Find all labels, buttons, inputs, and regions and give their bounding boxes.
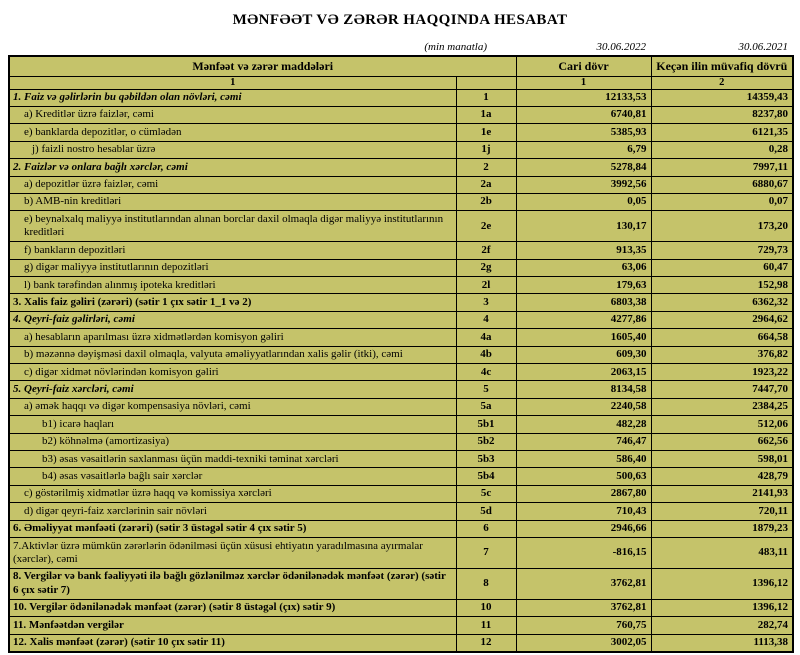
- row-label: b1) icarə haqları: [9, 416, 456, 433]
- current-period-date: 30.06.2022: [596, 41, 646, 53]
- row-current-value: 1605,40: [516, 329, 651, 346]
- row-code: 2: [456, 159, 516, 176]
- row-label: c) digər xidmət növlərindən komisyon gəliri: [9, 364, 456, 381]
- row-label: e) beynəlxalq maliyyə institutlarından alınan borclar daxil olmaqla digər maliyyə institutlarının kreditləri: [9, 211, 456, 242]
- colno-previous: 2: [651, 77, 793, 90]
- row-current-value: 2240,58: [516, 398, 651, 415]
- row-current-value: -816,15: [516, 538, 651, 569]
- row-previous-value: 483,11: [651, 538, 793, 569]
- row-code: 5b2: [456, 433, 516, 450]
- row-code: 1j: [456, 141, 516, 158]
- row-label: 4. Qeyri-faiz gəlirləri, cəmi: [9, 311, 456, 328]
- row-code: 2f: [456, 242, 516, 259]
- table-row: [9, 89, 793, 106]
- row-current-value: 746,47: [516, 433, 651, 450]
- row-current-value: 913,35: [516, 242, 651, 259]
- row-code: 4: [456, 311, 516, 328]
- row-label: 2. Faizlər və onlara bağlı xərclər, cəmi: [9, 159, 456, 176]
- row-code: 4b: [456, 346, 516, 363]
- row-label: a) Kreditlər üzrə faizlər, cəmi: [9, 106, 456, 123]
- row-label: 12. Xalis mənfəət (zərər) (sətir 10 çıx sətir 11): [9, 634, 456, 652]
- row-code: 2a: [456, 176, 516, 193]
- row-label: 11. Mənfəətdən vergilər: [9, 617, 456, 634]
- table-row: [9, 106, 793, 123]
- colno-current: 1: [516, 77, 651, 90]
- row-current-value: 2946,66: [516, 520, 651, 537]
- row-current-value: 5278,84: [516, 159, 651, 176]
- row-previous-value: 720,11: [651, 503, 793, 520]
- row-code: 5b3: [456, 451, 516, 468]
- row-previous-value: 2141,93: [651, 485, 793, 502]
- row-code: 5d: [456, 503, 516, 520]
- table-row: [9, 599, 793, 616]
- table-row: [9, 468, 793, 485]
- row-code: 7: [456, 538, 516, 569]
- row-current-value: 586,40: [516, 451, 651, 468]
- row-previous-value: 2964,62: [651, 311, 793, 328]
- row-label: a) hesabların aparılması üzrə xidmətlərdən komisyon gəliri: [9, 329, 456, 346]
- row-code: 11: [456, 617, 516, 634]
- table-row: [9, 381, 793, 398]
- meta-row: [8, 41, 792, 53]
- row-code: 5b1: [456, 416, 516, 433]
- row-current-value: 3002,05: [516, 634, 651, 652]
- row-label: 6. Əməliyyat mənfəəti (zərəri) (sətir 3 üstəgəl sətir 4 çıx sətir 5): [9, 520, 456, 537]
- row-current-value: 8134,58: [516, 381, 651, 398]
- row-previous-value: 6880,67: [651, 176, 793, 193]
- table-row: [9, 294, 793, 311]
- row-label: c) göstərilmiş xidmətlər üzrə haqq və komissiya xərcləri: [9, 485, 456, 502]
- row-code: 3: [456, 294, 516, 311]
- row-code: 2e: [456, 211, 516, 242]
- table-row: [9, 538, 793, 569]
- table-row: [9, 329, 793, 346]
- row-label: d) digər qeyri-faiz xərclərinin sair növləri: [9, 503, 456, 520]
- table-row: [9, 259, 793, 276]
- table-row: [9, 503, 793, 520]
- row-previous-value: 729,73: [651, 242, 793, 259]
- row-code: 2b: [456, 193, 516, 210]
- row-current-value: 12133,53: [516, 89, 651, 106]
- table-row: [9, 617, 793, 634]
- row-previous-value: 376,82: [651, 346, 793, 363]
- row-label: 8. Vergilər və bank fəaliyyəti ilə bağlı gözlənilməz xərclər ödənilənədək mənfəət (zərər) (sətir 6 çıx sətir 7): [9, 568, 456, 599]
- table-row: [9, 568, 793, 599]
- row-previous-value: 1396,12: [651, 599, 793, 616]
- row-code: 12: [456, 634, 516, 652]
- row-label: b4) əsas vəsaitlərlə bağlı sair xərclər: [9, 468, 456, 485]
- table-row: [9, 159, 793, 176]
- table-row: [9, 124, 793, 141]
- row-label: a) əmək haqqı və digər kompensasiya növləri, cəmi: [9, 398, 456, 415]
- row-code: 10: [456, 599, 516, 616]
- row-code: 2l: [456, 277, 516, 294]
- row-label: 10. Vergilər ödənilənədək mənfəət (zərər) (sətir 8 üstəgəl (çıx) sətir 9): [9, 599, 456, 616]
- row-current-value: 6803,38: [516, 294, 651, 311]
- row-previous-value: 0,28: [651, 141, 793, 158]
- row-current-value: 3762,81: [516, 599, 651, 616]
- profit-loss-table: [8, 55, 794, 653]
- colno-items: 1: [9, 77, 456, 90]
- row-current-value: 179,63: [516, 277, 651, 294]
- row-code: 1: [456, 89, 516, 106]
- row-previous-value: 662,56: [651, 433, 793, 450]
- row-previous-value: 8237,80: [651, 106, 793, 123]
- table-row: [9, 416, 793, 433]
- table-row: [9, 451, 793, 468]
- row-previous-value: 173,20: [651, 211, 793, 242]
- table-row: [9, 311, 793, 328]
- row-previous-value: 598,01: [651, 451, 793, 468]
- row-previous-value: 664,58: [651, 329, 793, 346]
- row-label: e) banklarda depozitlər, o cümlədən: [9, 124, 456, 141]
- row-label: 1. Faiz və gəlirlərin bu qəbildən olan növləri, cəmi: [9, 89, 456, 106]
- row-current-value: 482,28: [516, 416, 651, 433]
- row-previous-value: 1879,23: [651, 520, 793, 537]
- row-previous-value: 6362,32: [651, 294, 793, 311]
- row-previous-value: 1396,12: [651, 568, 793, 599]
- table-row: [9, 520, 793, 537]
- table-row: [9, 433, 793, 450]
- row-label: g) digər maliyyə institutlarının depozitləri: [9, 259, 456, 276]
- table-row: [9, 277, 793, 294]
- row-code: 8: [456, 568, 516, 599]
- row-previous-value: 7447,70: [651, 381, 793, 398]
- row-label: b2) köhnəlmə (amortizasiya): [9, 433, 456, 450]
- header-current-period: Cari dövr: [516, 56, 651, 77]
- header-items-label: Mənfəət və zərər maddələri: [9, 56, 516, 77]
- table-row: [9, 141, 793, 158]
- colno-code: [456, 77, 516, 90]
- row-code: 5b4: [456, 468, 516, 485]
- row-previous-value: 6121,35: [651, 124, 793, 141]
- report-table-body: [9, 89, 793, 652]
- row-label: 5. Qeyri-faiz xərcləri, cəmi: [9, 381, 456, 398]
- row-current-value: 500,63: [516, 468, 651, 485]
- row-code: 4a: [456, 329, 516, 346]
- row-current-value: 4277,86: [516, 311, 651, 328]
- row-current-value: 760,75: [516, 617, 651, 634]
- row-label: l) bank tərəfindən alınmış ipoteka kreditləri: [9, 277, 456, 294]
- row-label: b3) əsas vəsaitlərin saxlanması üçün maddi-texniki təminat xərcləri: [9, 451, 456, 468]
- row-current-value: 5385,93: [516, 124, 651, 141]
- row-current-value: 130,17: [516, 211, 651, 242]
- page-title: MƏNFƏƏT VƏ ZƏRƏR HAQQINDA HESABAT: [232, 12, 568, 28]
- row-previous-value: 60,47: [651, 259, 793, 276]
- column-number-row: [9, 77, 793, 90]
- header-previous-period: Keçən ilin müvafiq dövrü: [651, 56, 793, 77]
- row-code: 5: [456, 381, 516, 398]
- row-label: b) AMB-nin kreditləri: [9, 193, 456, 210]
- table-row: [9, 398, 793, 415]
- row-label: j) faizli nostro hesablar üzrə: [9, 141, 456, 158]
- row-code: 4c: [456, 364, 516, 381]
- row-current-value: 2867,80: [516, 485, 651, 502]
- row-code: 5c: [456, 485, 516, 502]
- row-current-value: 0,05: [516, 193, 651, 210]
- row-previous-value: 14359,43: [651, 89, 793, 106]
- table-row: [9, 364, 793, 381]
- row-current-value: 609,30: [516, 346, 651, 363]
- row-previous-value: 1113,38: [651, 634, 793, 652]
- row-previous-value: 7997,11: [651, 159, 793, 176]
- row-code: 1a: [456, 106, 516, 123]
- row-label: f) bankların depozitləri: [9, 242, 456, 259]
- row-code: 6: [456, 520, 516, 537]
- table-row: [9, 176, 793, 193]
- row-previous-value: 0,07: [651, 193, 793, 210]
- unit-note: (min manatla): [424, 41, 487, 53]
- row-code: 2g: [456, 259, 516, 276]
- row-previous-value: 428,79: [651, 468, 793, 485]
- row-previous-value: 152,98: [651, 277, 793, 294]
- row-label: 7.Aktivlər üzrə mümkün zərərlərin ödənilməsi üçün xüsusi ehtiyatın yaradılmasına ayırmalar (xərclər), cəmi: [9, 538, 456, 569]
- row-previous-value: 2384,25: [651, 398, 793, 415]
- table-row: [9, 242, 793, 259]
- row-current-value: 710,43: [516, 503, 651, 520]
- row-current-value: 6740,81: [516, 106, 651, 123]
- row-current-value: 2063,15: [516, 364, 651, 381]
- row-code: 5a: [456, 398, 516, 415]
- row-current-value: 3992,56: [516, 176, 651, 193]
- table-row: [9, 346, 793, 363]
- row-label: 3. Xalis faiz gəliri (zərəri) (sətir 1 çıx sətir 1_1 və 2): [9, 294, 456, 311]
- row-code: 1e: [456, 124, 516, 141]
- row-previous-value: 282,74: [651, 617, 793, 634]
- row-current-value: 3762,81: [516, 568, 651, 599]
- row-previous-value: 1923,22: [651, 364, 793, 381]
- table-row: [9, 485, 793, 502]
- table-row: [9, 193, 793, 210]
- row-label: a) depozitlər üzrə faizlər, cəmi: [9, 176, 456, 193]
- previous-period-date: 30.06.2021: [738, 41, 788, 53]
- table-header-row: [9, 56, 793, 77]
- row-current-value: 6,79: [516, 141, 651, 158]
- row-label: b) məzənnə dəyişməsi daxil olmaqla, valyuta əməliyyatlarından xalis gəlir (itki), cəmi: [9, 346, 456, 363]
- table-row: [9, 634, 793, 652]
- row-previous-value: 512,06: [651, 416, 793, 433]
- table-row: [9, 211, 793, 242]
- row-current-value: 63,06: [516, 259, 651, 276]
